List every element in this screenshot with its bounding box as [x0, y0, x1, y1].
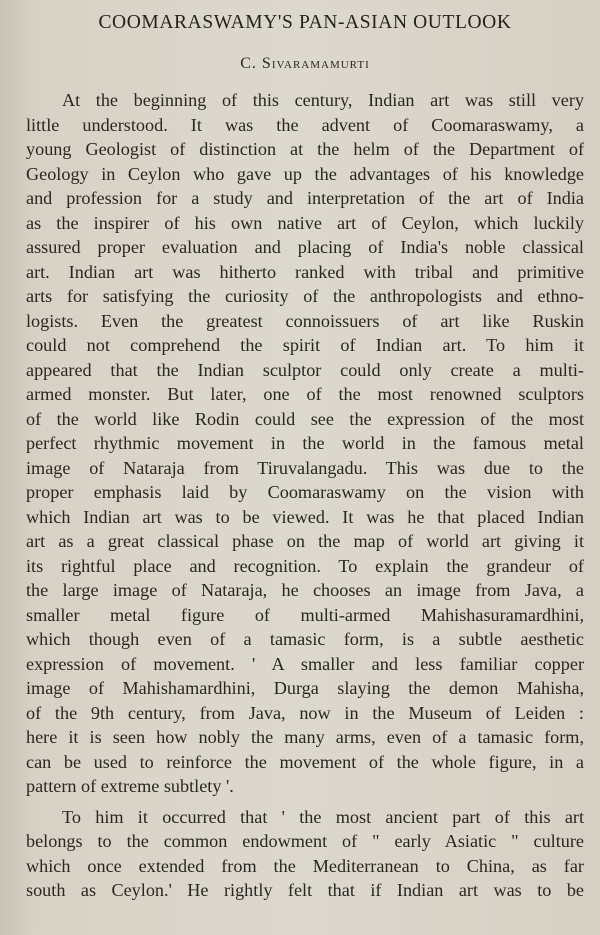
- text-line: the large image of Nataraja, he chooses an image from Java, a: [26, 580, 584, 600]
- text-line: and profession for a study and interpretation of the art of India: [26, 188, 584, 208]
- text-line: here it is seen how nobly the many arms, even of a tamasic form,: [26, 727, 584, 747]
- text-line: of the world like Rodin could see the expression of the most: [26, 408, 584, 429]
- text-line: logists. Even the greatest connoissuers of art like Ruskin: [26, 310, 584, 331]
- text-line: of the 9th century, from Java, now in the Museum of Leiden :: [26, 702, 584, 723]
- text-line: as the inspirer of his own native art of Ceylon, which luckily: [26, 212, 584, 233]
- text-line: Geology in Ceylon who gave up the advantages of his knowledge: [26, 163, 584, 184]
- text-line: can be used to reinforce the movement of the whole figure, in a: [26, 751, 584, 772]
- text-line: expression of movement. ' A smaller and less familiar copper: [26, 653, 584, 674]
- text-line: To him it occurred that ' the most ancient part of this art: [62, 806, 584, 827]
- text-line: arts for satisfying the curiosity of the anthropologists and ethno-: [26, 286, 584, 306]
- text-line: smaller metal figure of multi-armed Mahishasuramardhini,: [26, 604, 584, 625]
- text-line: At the beginning of this century, Indian art was still very: [62, 90, 584, 110]
- text-line: could not comprehend the spirit of Indian art. To him it: [26, 335, 584, 355]
- text-line: proper emphasis laid by Coomaraswamy on the vision with: [26, 482, 584, 502]
- author-name: C. Sivaramamurti: [240, 55, 370, 72]
- text-line: art as a great classical phase on the map of world art giving it: [26, 531, 584, 551]
- text-line: armed monster. But later, one of the most renowned sculptors: [26, 384, 584, 404]
- text-line: which once extended from the Mediterranean to China, as far: [26, 855, 584, 876]
- text-line: art. Indian art was hitherto ranked with tribal and primitive: [26, 261, 584, 282]
- text-line: its rightful place and recognition. To explain the grandeur of: [26, 555, 584, 576]
- text-line: appeared that the Indian sculptor could only create a multi-: [26, 359, 584, 380]
- article-title: COOMARASWAMY'S PAN-ASIAN OUTLOOK: [98, 12, 512, 33]
- paragraph-1: [26, 88, 584, 799]
- text-line: belongs to the common endowment of " early Asiatic " culture: [26, 831, 584, 851]
- text-line: assured proper evaluation and placing of India's noble classical: [26, 237, 584, 257]
- text-line: south as Ceylon.' He rightly felt that if Indian art was to be: [26, 880, 584, 900]
- text-line: which though even of a tamasic form, is a subtle aesthetic: [26, 629, 584, 649]
- text-line: image of Nataraja from Tiruvalangadu. This was due to the: [26, 457, 584, 478]
- text-line: image of Mahishamardhini, Durga slaying the demon Mahisha,: [26, 678, 584, 698]
- text-line: little understood. It was the advent of Coomaraswamy, a: [26, 114, 584, 135]
- text-line: perfect rhythmic movement in the world in the famous metal: [26, 433, 584, 453]
- paragraph-2: [26, 805, 584, 903]
- text-line: pattern of extreme subtlety '.: [26, 776, 234, 796]
- text-line: which Indian art was to be viewed. It was he that placed Indian: [26, 506, 584, 527]
- text-line: young Geologist of distinction at the helm of the Department of: [26, 139, 584, 159]
- article-body: [26, 88, 584, 903]
